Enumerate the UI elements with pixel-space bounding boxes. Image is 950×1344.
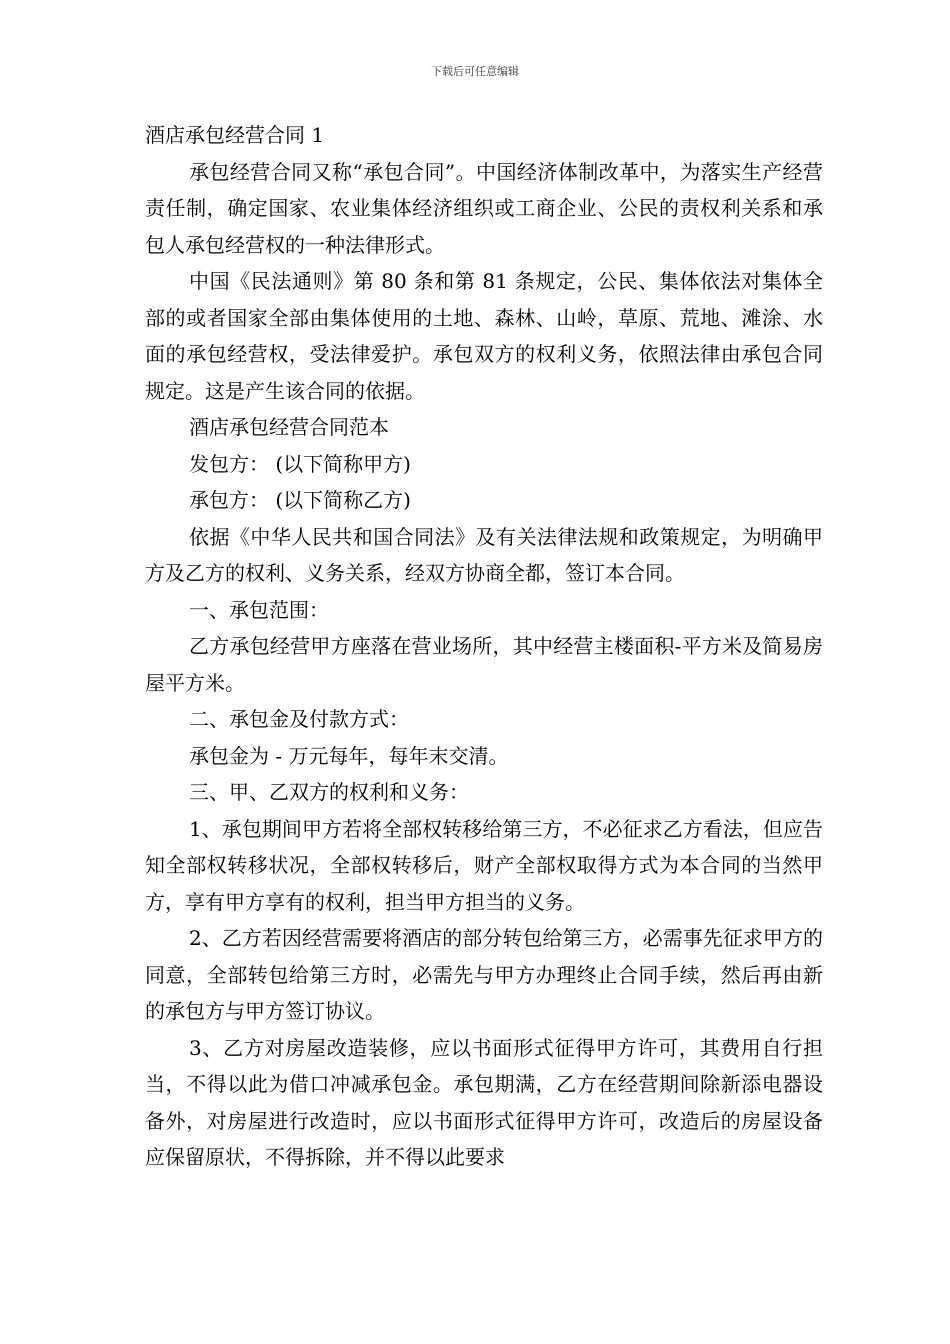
section-heading-payment: 二、承包金及付款方式： [189,707,409,731]
section-heading-rights: 三、甲、乙双方的权利和义务： [189,780,469,804]
paragraph-payment: 承包金为 - 万元每年，每年末交清。 [189,743,509,768]
paragraph-party-a: 发包方： (以下简称甲方) [189,451,411,476]
paragraph-scope: 乙方承包经营甲方座落在营业场所，其中经营主楼面积-平方米及简易房屋平方米。 [145,634,823,695]
paragraph-party-b: 承包方： (以下简称乙方) [189,488,411,512]
paragraph-legal-basis: 中国《民法通则》第 80 条和第 81 条规定，公民、集体依法对集体全部的或者国家全部由集体使用的土地、森林、山岭，草原、荒地、滩涂、水面的承包经营权，受法律爱护。承包双方的权利义务，依照法律由承包合同规定。这是产生该合同的依据。 [145,269,823,403]
document-body [145,117,823,1176]
clause-1: 1、承包期间甲方若将全部权转移给第三方，不必征求乙方看法，但应告知全部权转移状况，全部权转移后，财产全部权取得方式为本合同的当然甲方，享有甲方享有的权利，担当甲方担当的义务。 [145,816,823,914]
document-title: 酒店承包经营合同 1 [145,123,325,147]
page-header-note: 下载后可任意编辑 [431,65,519,78]
clause-2: 2、乙方若因经营需要将酒店的部分转包给第三方，必需事先征求甲方的同意，全部转包给第三方时，必需先与甲方办理终止合同手续，然后再由新的承包方与甲方签订协议。 [145,926,823,1023]
section-heading-scope: 一、承包范围： [189,597,329,622]
paragraph-intro-definition: 承包经营合同又称“承包合同”。中国经济体制改革中，为落实生产经营责任制，确定国家、农业集体经济组织或工商企业、公民的责权利关系和承包人承包经营权的一种法律形式。 [145,159,823,257]
paragraph-preamble: 依据《中华人民共和国合同法》及有关法律法规和政策规定，为明确甲方及乙方的权利、义务关系，经双方协商全都，签订本合同。 [145,524,823,585]
clause-3: 3、乙方对房屋改造装修，应以书面形式征得甲方许可，其费用自行担当，不得以此为借口冲减承包金。承包期满，乙方在经营期间除新添电器设备外，对房屋进行改造时，应以书面形式征得甲方许可，改造后的房屋设备应保留原状，不得拆除，并不得以此要求 [145,1035,823,1169]
paragraph-template-heading: 酒店承包经营合同范本 [189,415,389,439]
